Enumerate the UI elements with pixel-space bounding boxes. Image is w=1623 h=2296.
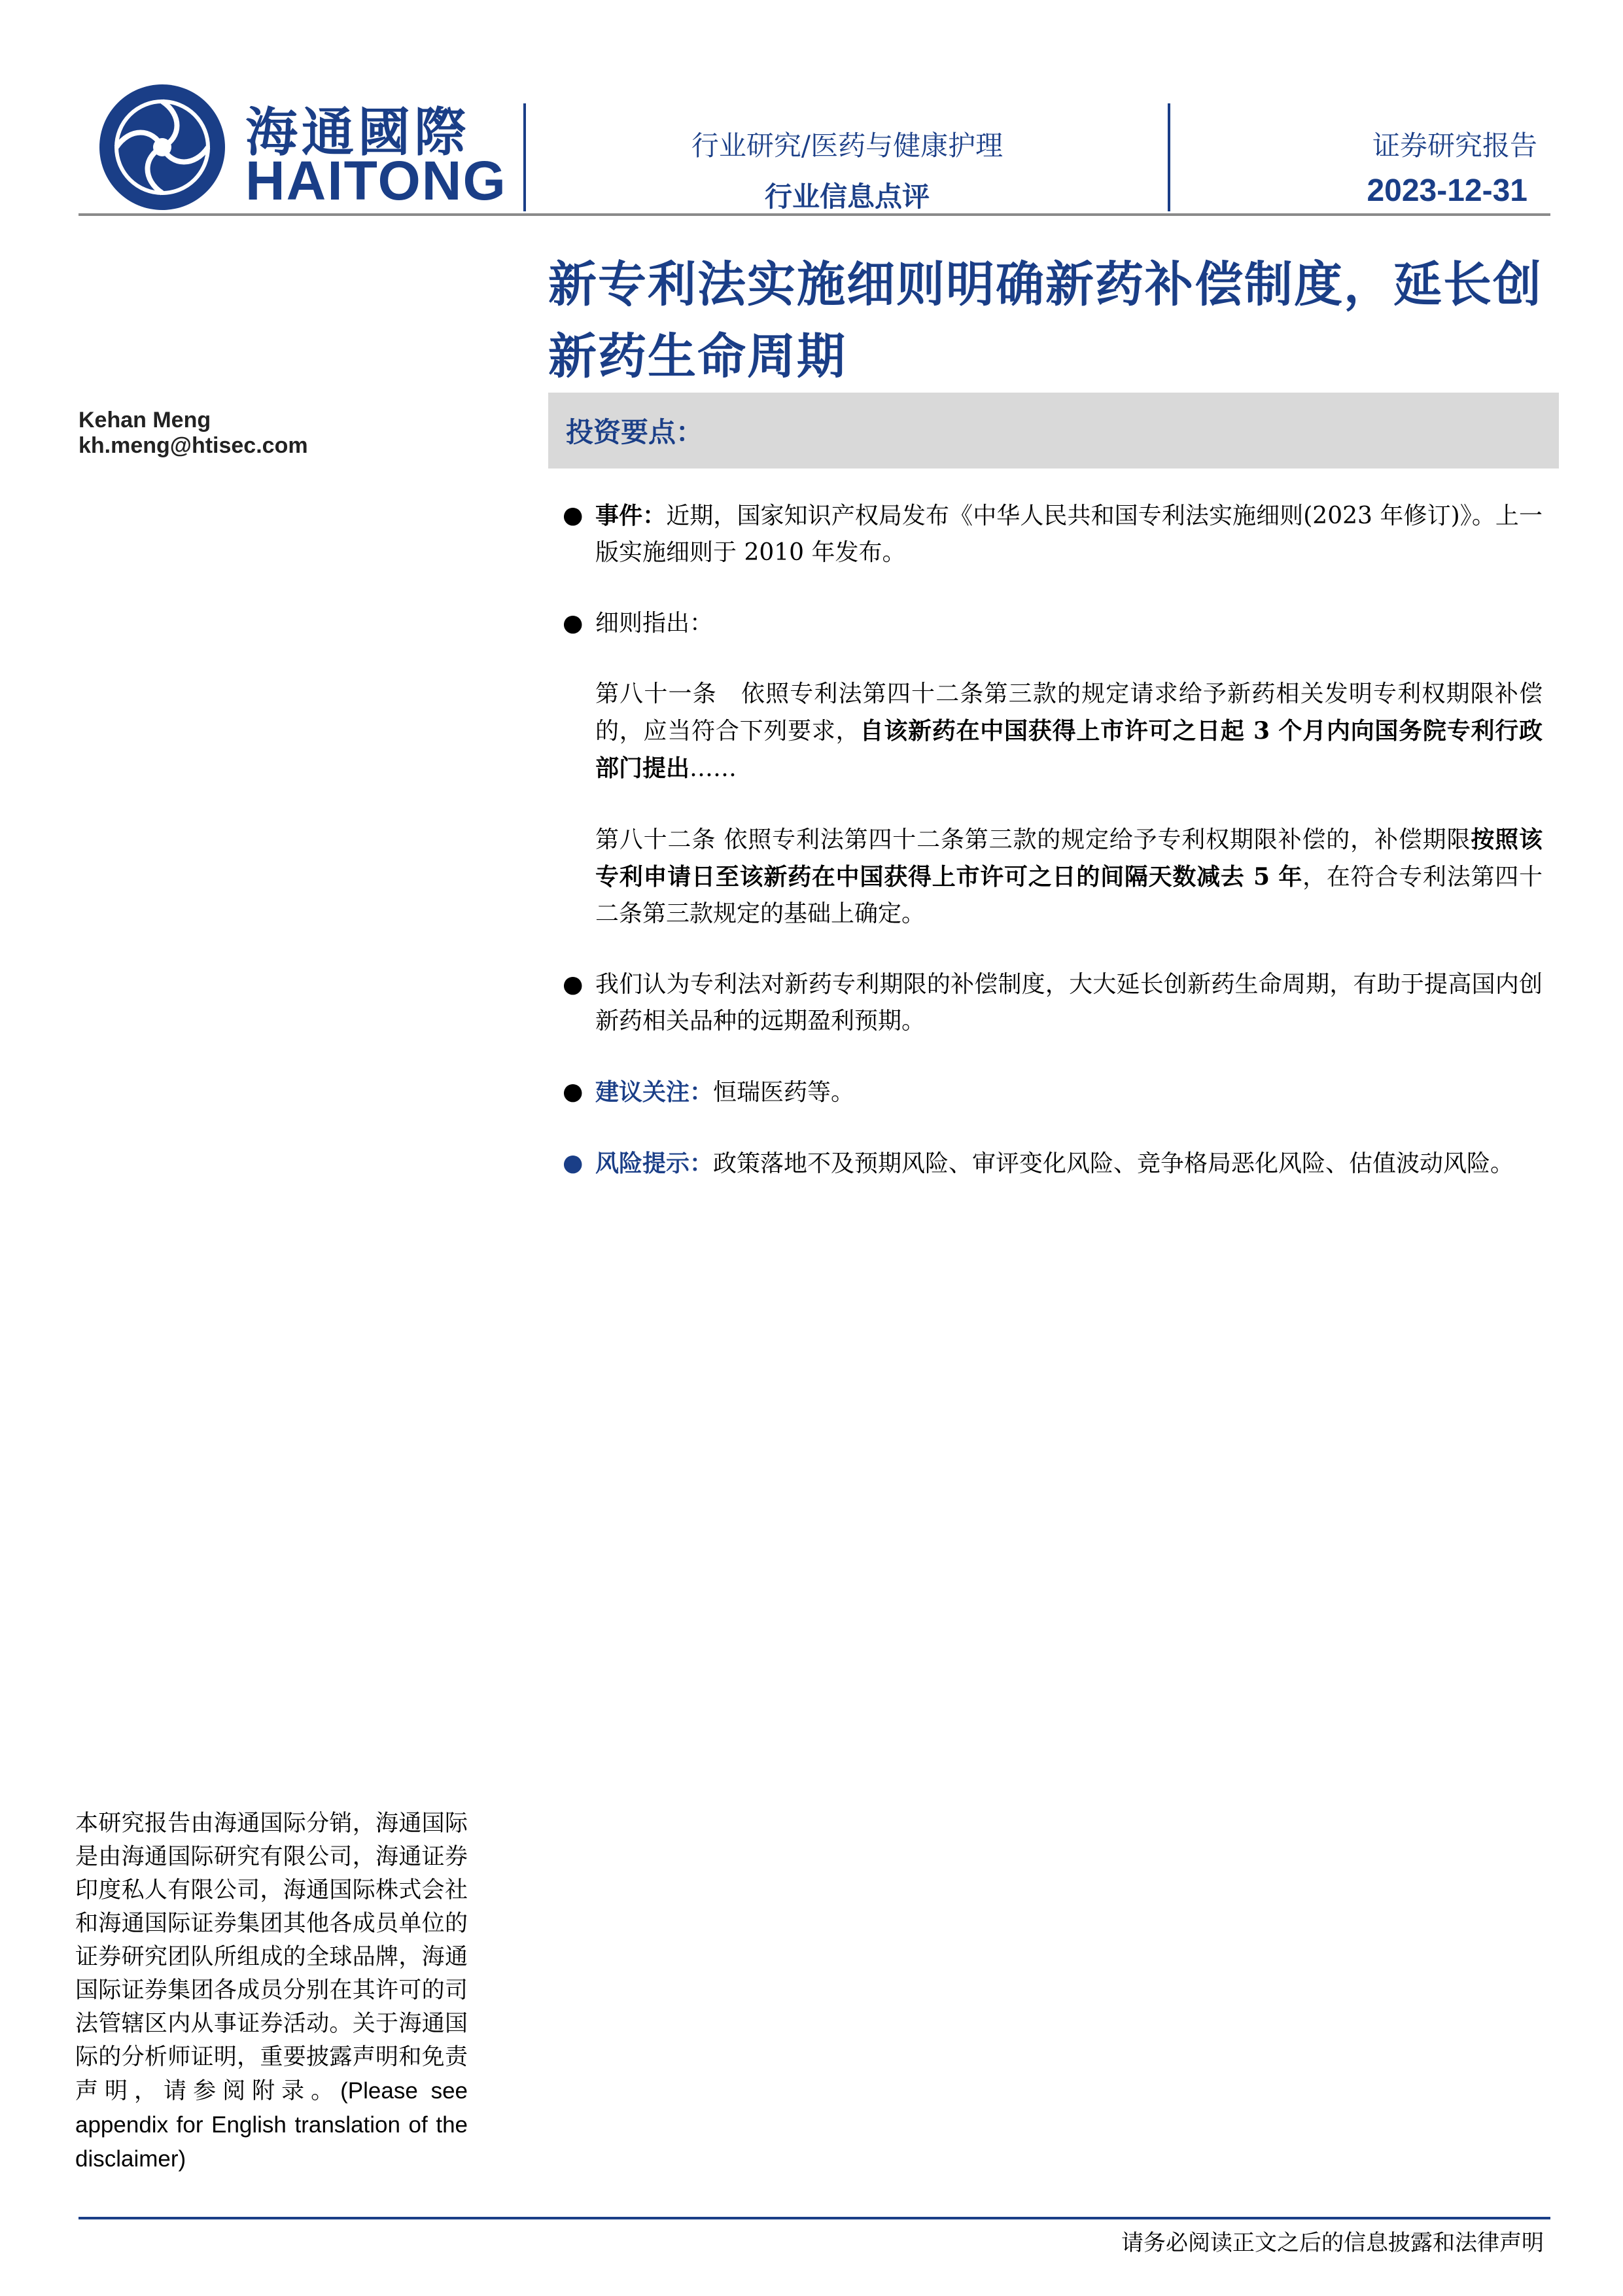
bullet-icon: ●	[563, 1078, 584, 1105]
risk-label: 风险提示：	[595, 1150, 714, 1177]
suggest-label: 建议关注：	[595, 1078, 714, 1106]
article-81-tail: ……	[689, 755, 737, 782]
event-text: 近期，国家知识产权局发布《中华人民共和国专利法实施细则(2023 年修订)》。上一版实施细则于 2010 年发布。	[595, 503, 1543, 566]
footer-notice: 请务必阅读正文之后的信息披露和法律声明	[1121, 2230, 1544, 2256]
article-82-tail: ，在符合专利法第四十二条第三款规定的基础上确定。	[595, 864, 1543, 927]
author-name: Kehan Meng	[79, 408, 211, 433]
header-divider-left	[523, 103, 526, 211]
risk-bullet	[548, 1145, 1543, 1182]
event-label: 事件：	[595, 502, 667, 529]
article-82-text: 第八十二条 依照专利法第四十二条第三款的规定给予专利权期限补偿的，补偿期限	[595, 826, 1471, 853]
opinion-text: 我们认为专利法对新药专利期限的补偿制度，大大延长创新药生命周期，有助于提高国内创新药相关品种的远期盈利预期。	[595, 971, 1543, 1034]
brand-name-en: HAITONG	[245, 150, 507, 211]
suggest-bullet	[548, 1074, 1543, 1111]
article-81-text: 第八十一条 依照专利法第四十二条第三款的规定请求给予新药相关发明专利权期限补偿的，应当符合下列要求，	[595, 680, 1543, 745]
disclaimer	[75, 1807, 468, 2176]
header-rule	[79, 213, 1550, 216]
disclaimer-cn: 本研究报告由海通国际分销，海通国际是由海通国际研究有限公司，海通证券印度私人有限公司，海通国际株式会社和海通国际证券集团其他各成员单位的证券研究团队所组成的全球品牌，海通国际证券集团各成员分别在其许可的司法管辖区内从事证券活动。关于海通国际的分析师证明，重要披露声明和免责声明，请参阅附录。	[75, 1810, 468, 2104]
haitong-logo-icon	[97, 82, 228, 213]
article-82	[548, 821, 1543, 932]
article-81-bold: 自该新药在中国获得上市许可之日起 3 个月内向国务院专利行政部门提出	[595, 717, 1543, 782]
key-points-body	[548, 497, 1543, 1216]
report-category: 行业研究/医药与健康护理	[691, 130, 1003, 162]
bullet-icon: ●	[563, 502, 584, 529]
key-points-label: 投资要点：	[566, 416, 704, 448]
rules-bullet	[548, 605, 1543, 642]
header-divider-right	[1168, 103, 1170, 211]
bullet-icon: ●	[563, 610, 584, 637]
article-81	[548, 676, 1543, 787]
article-82-bold: 按照该专利申请日至该新药在中国获得上市许可之日的间隔天数减去 5 年	[595, 826, 1543, 891]
page-title: 新专利法实施细则明确新药补偿制度，延长创新药生命周期	[548, 256, 1543, 385]
disclaimer-en: (Please see appendix for English translation of the disclaimer)	[75, 2078, 468, 2172]
suggest-text: 恒瑞医药等。	[713, 1079, 855, 1106]
report-date: 2023-12-31	[1367, 173, 1527, 208]
opinion-bullet	[548, 966, 1543, 1040]
risk-text: 政策落地不及预期风险、审评变化风险、竞争格局恶化风险、估值波动风险。	[713, 1150, 1514, 1177]
brand-name-cn: 海通國際	[245, 102, 470, 163]
report-class: 证券研究报告	[1372, 130, 1537, 162]
rules-intro: 细则指出：	[595, 610, 714, 637]
footer-rule	[79, 2217, 1550, 2219]
bullet-icon: ●	[563, 1150, 584, 1176]
event-bullet	[548, 497, 1543, 571]
author-email[interactable]: kh.meng@htisec.com	[79, 433, 308, 458]
report-type: 行业信息点评	[764, 181, 930, 213]
bullet-icon: ●	[563, 971, 584, 998]
